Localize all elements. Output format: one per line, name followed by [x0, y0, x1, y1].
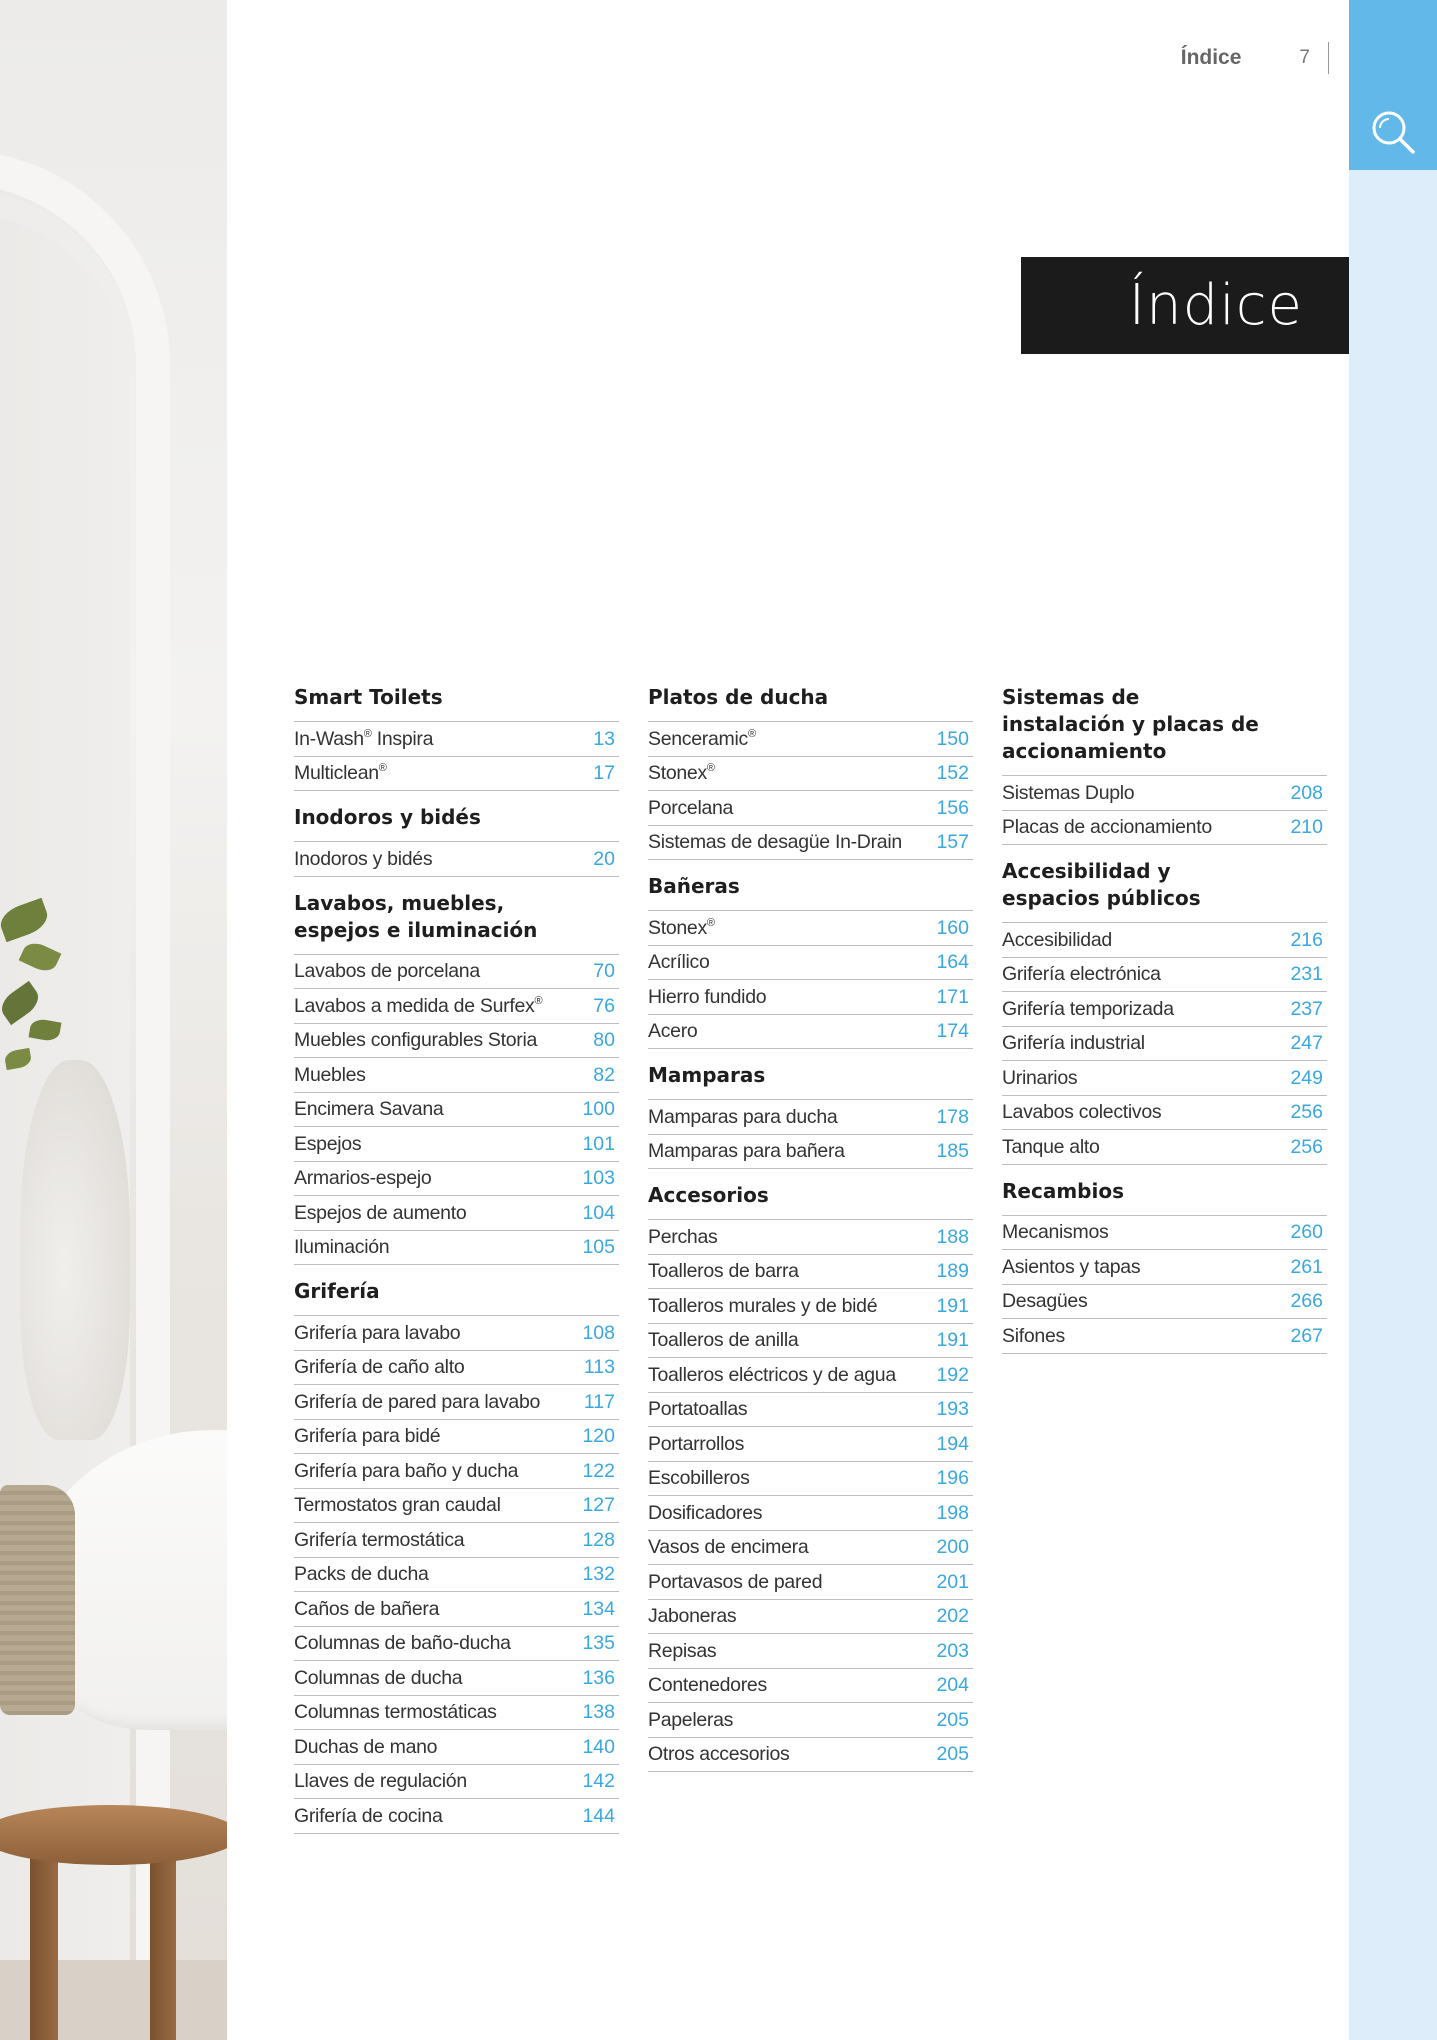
index-entry[interactable] [294, 1231, 619, 1266]
index-section [294, 804, 619, 877]
entry-page-number: 132 [582, 1563, 615, 1585]
index-column-3 [1002, 684, 1327, 1367]
entry-page-number: 188 [936, 1225, 969, 1248]
index-entry[interactable] [648, 1496, 973, 1531]
index-entry[interactable] [294, 722, 619, 757]
entry-page-number: 144 [582, 1804, 615, 1827]
index-entry[interactable] [648, 1324, 973, 1359]
entry-page-number: 201 [936, 1570, 969, 1593]
entry-label: Jaboneras [648, 1605, 737, 1627]
entry-label: Armarios-espejo [294, 1167, 432, 1189]
entry-page-number: 138 [582, 1701, 615, 1723]
entry-label: Accesibilidad [1002, 928, 1112, 951]
entry-page-number: 17 [593, 762, 615, 784]
section-title: Bañeras [648, 873, 973, 911]
index-entry[interactable] [648, 1600, 973, 1635]
entry-page-number: 70 [593, 960, 615, 982]
entry-page-number: 80 [593, 1029, 615, 1051]
index-section [1002, 1178, 1327, 1354]
section-title: Accesibilidad y espacios públicos [1002, 858, 1327, 923]
section-title: Platos de ducha [648, 684, 973, 722]
entry-page-number: 103 [582, 1167, 615, 1189]
index-entry[interactable] [294, 842, 619, 877]
entry-page-number: 202 [936, 1605, 969, 1627]
entry-label-text: In-Wash [294, 727, 364, 750]
entry-label: Vasos de encimera [648, 1536, 809, 1558]
entry-label: Grifería de caño alto [294, 1356, 465, 1378]
entry-page-number: 171 [936, 985, 969, 1008]
entry-page-number: 113 [583, 1356, 615, 1378]
index-entry[interactable] [294, 1558, 619, 1593]
entry-label: Toalleros de anilla [648, 1329, 799, 1351]
entry-label: Inodoros y bidés [294, 847, 433, 870]
right-sidebar [1349, 0, 1437, 2040]
entry-page-number: 237 [1290, 997, 1323, 1020]
index-section [648, 684, 973, 860]
entry-page-number: 200 [936, 1536, 969, 1558]
index-entry[interactable] [294, 1024, 619, 1059]
index-section [648, 1062, 973, 1169]
entry-label: Toalleros de barra [648, 1260, 799, 1282]
index-entry[interactable] [294, 955, 619, 990]
entry-page-number: 20 [593, 847, 615, 870]
section-title: Mamparas [648, 1062, 973, 1100]
index-entry[interactable] [648, 1358, 973, 1393]
entry-page-number: 204 [936, 1674, 969, 1696]
entry-page-number: 185 [936, 1140, 969, 1162]
index-entry[interactable] [294, 1489, 619, 1524]
index-entry[interactable] [294, 1730, 619, 1765]
index-entry[interactable] [294, 757, 619, 792]
entry-page-number: 267 [1290, 1324, 1323, 1347]
entry-label: Hierro fundido [648, 985, 767, 1008]
index-entry[interactable] [648, 980, 973, 1015]
entry-page-number: 231 [1290, 963, 1323, 985]
entry-page-number: 150 [936, 727, 969, 750]
index-section [294, 684, 619, 791]
index-entry[interactable] [1002, 992, 1327, 1027]
entry-page-number: 120 [582, 1425, 615, 1447]
index-entry[interactable] [648, 722, 973, 757]
entry-label: Portatoallas [648, 1398, 748, 1420]
entry-page-number: 194 [936, 1432, 969, 1455]
index-entry[interactable] [648, 1393, 973, 1428]
entry-label: Grifería industrial [1002, 1032, 1145, 1054]
running-header [1181, 42, 1329, 74]
search-button[interactable] [1349, 0, 1437, 170]
entry-label: Sistemas Duplo [1002, 781, 1135, 804]
index-entry[interactable] [294, 1058, 619, 1093]
section-title: Lavabos, muebles, espejos e iluminación [294, 890, 619, 955]
section-title: Accesorios [648, 1182, 973, 1220]
entry-page-number: 105 [582, 1236, 615, 1258]
index-entry[interactable] [1002, 1096, 1327, 1131]
index-entry[interactable] [648, 1462, 973, 1497]
entry-label: Otros accesorios [648, 1743, 790, 1765]
entry-label: Duchas de mano [294, 1735, 438, 1758]
entry-label [648, 728, 756, 751]
entry-label: Toalleros murales y de bidé [648, 1294, 878, 1317]
index-entry[interactable] [294, 1196, 619, 1231]
entry-page-number: 108 [582, 1321, 615, 1344]
index-entry[interactable] [294, 1765, 619, 1800]
entry-label [294, 762, 387, 785]
index-entry[interactable] [294, 1420, 619, 1455]
entry-label [294, 728, 433, 751]
index-entry[interactable] [1002, 1027, 1327, 1062]
registered-mark: ® [747, 727, 756, 740]
entry-label: Mecanismos [1002, 1221, 1109, 1243]
search-icon [1369, 108, 1417, 156]
entry-label [294, 995, 542, 1018]
registered-mark: ® [378, 762, 387, 774]
entry-label: Grifería electrónica [1002, 963, 1161, 985]
entry-page-number: 178 [936, 1105, 969, 1128]
index-entry[interactable] [294, 1696, 619, 1731]
entry-page-number: 164 [936, 951, 969, 973]
entry-page-number: 196 [936, 1467, 969, 1489]
section-title: Sistemas de instalación y placas de accionamiento [1002, 684, 1327, 776]
entry-label: Perchas [648, 1225, 718, 1248]
index-entry[interactable] [648, 1669, 973, 1704]
index-entry[interactable] [294, 1351, 619, 1386]
entry-page-number: 247 [1290, 1032, 1323, 1054]
index-entry[interactable] [1002, 811, 1327, 846]
entry-label-text: Stonex [648, 916, 707, 939]
index-entry[interactable] [648, 946, 973, 981]
index-section [294, 890, 619, 1266]
entry-label: Mamparas para bañera [648, 1140, 845, 1162]
index-entry[interactable] [648, 1634, 973, 1669]
index-entry[interactable] [294, 1592, 619, 1627]
entry-label: Grifería temporizada [1002, 997, 1174, 1020]
index-entry[interactable] [648, 1100, 973, 1135]
entry-label: Grifería para baño y ducha [294, 1459, 519, 1482]
entry-page-number: 256 [1290, 1135, 1323, 1158]
entry-label: Caños de bañera [294, 1597, 440, 1620]
index-column-1 [294, 684, 619, 1847]
index-entry[interactable] [1002, 1130, 1327, 1165]
index-entry[interactable] [294, 1627, 619, 1662]
stool-leg [150, 1850, 176, 2040]
entry-label: Sistemas de desagüe In-Drain [648, 831, 902, 853]
index-entry[interactable] [648, 1531, 973, 1566]
header-divider [1328, 42, 1329, 74]
entry-label: Portavasos de pared [648, 1570, 823, 1593]
entry-label [648, 762, 715, 785]
registered-mark: ® [706, 916, 715, 929]
entry-page-number: 191 [936, 1329, 969, 1351]
index-entry[interactable] [1002, 1061, 1327, 1096]
index-entry[interactable] [294, 1162, 619, 1197]
page-number: 7 [1299, 47, 1310, 68]
entry-label: Toalleros eléctricos y de agua [648, 1363, 896, 1386]
entry-label: Acero [648, 1020, 698, 1042]
index-section [1002, 684, 1327, 845]
entry-label-text: Senceramic [648, 727, 748, 750]
entry-page-number: 100 [582, 1098, 615, 1120]
entry-label: Escobilleros [648, 1467, 750, 1489]
index-entry[interactable] [648, 826, 973, 861]
entry-label: Asientos y tapas [1002, 1255, 1141, 1278]
index-entry[interactable] [648, 1015, 973, 1050]
entry-page-number: 174 [936, 1020, 969, 1042]
entry-page-number: 134 [582, 1597, 615, 1620]
entry-label: Muebles configurables Storia [294, 1029, 538, 1051]
entry-label-text: Lavabos a medida de Surfex [294, 994, 535, 1017]
entry-label: Desagües [1002, 1290, 1088, 1312]
entry-page-number: 152 [936, 762, 969, 784]
entry-page-number: 208 [1290, 781, 1323, 804]
index-entry[interactable] [648, 1289, 973, 1324]
entry-page-number: 156 [936, 796, 969, 819]
entry-page-number: 117 [583, 1390, 615, 1413]
entry-page-number: 128 [582, 1528, 615, 1551]
index-entry[interactable] [294, 1093, 619, 1128]
index-entry[interactable] [1002, 923, 1327, 958]
index-entry[interactable] [1002, 958, 1327, 993]
bathroom-photo [0, 0, 227, 2040]
entry-label: Iluminación [294, 1236, 390, 1258]
entry-page-number: 13 [593, 727, 615, 750]
index-entry[interactable] [648, 1255, 973, 1290]
entry-label: Espejos de aumento [294, 1201, 467, 1224]
entry-label: Dosificadores [648, 1501, 763, 1524]
index-entry[interactable] [648, 1220, 973, 1255]
entry-label: Grifería termostática [294, 1528, 465, 1551]
entry-page-number: 191 [936, 1294, 969, 1317]
index-entry[interactable] [648, 1703, 973, 1738]
entry-page-number: 76 [593, 994, 615, 1017]
running-header-title: Índice [1180, 46, 1242, 69]
registered-mark: ® [534, 994, 543, 1007]
index-entry[interactable] [294, 1127, 619, 1162]
index-entry[interactable] [294, 1385, 619, 1420]
entry-label: Termostatos gran caudal [294, 1494, 501, 1516]
entry-page-number: 82 [593, 1063, 615, 1086]
entry-page-number: 142 [582, 1770, 615, 1792]
index-entry[interactable] [1002, 1250, 1327, 1285]
entry-label: Placas de accionamiento [1002, 816, 1212, 838]
entry-page-number: 127 [582, 1494, 615, 1516]
entry-label: Grifería de cocina [294, 1804, 443, 1827]
entry-page-number: 136 [582, 1666, 615, 1689]
entry-label: Grifería de pared para lavabo [294, 1390, 541, 1413]
entry-label: Encimera Savana [294, 1098, 444, 1120]
page-title: Índice [1021, 257, 1349, 354]
section-title: Recambios [1002, 1178, 1327, 1216]
entry-page-number: 266 [1290, 1290, 1323, 1312]
entry-label: Llaves de regulación [294, 1770, 467, 1792]
entry-page-number: 260 [1290, 1221, 1323, 1243]
entry-label: Urinarios [1002, 1066, 1078, 1089]
index-entry[interactable] [648, 1565, 973, 1600]
entry-label: Repisas [648, 1639, 717, 1662]
index-section [1002, 858, 1327, 1165]
entry-page-number: 256 [1290, 1101, 1323, 1123]
entry-page-number: 140 [582, 1735, 615, 1758]
index-entry[interactable] [294, 1523, 619, 1558]
index-entry[interactable] [294, 1799, 619, 1834]
entry-page-number: 135 [582, 1632, 615, 1654]
index-entry[interactable] [648, 791, 973, 826]
entry-label: Grifería para lavabo [294, 1321, 461, 1344]
registered-mark: ® [363, 727, 372, 740]
entry-label: Columnas de baño-ducha [294, 1632, 511, 1654]
index-entry[interactable] [648, 911, 973, 946]
index-entry[interactable] [648, 757, 973, 792]
entry-page-number: 157 [936, 831, 969, 853]
entry-page-number: 216 [1290, 928, 1323, 951]
entry-page-number: 249 [1290, 1066, 1323, 1089]
index-entry[interactable] [294, 1454, 619, 1489]
entry-label-text: Multiclean [294, 762, 379, 784]
entry-label: Sifones [1002, 1324, 1065, 1347]
entry-page-number: 205 [936, 1743, 969, 1765]
index-entry[interactable] [648, 1738, 973, 1773]
entry-label: Papeleras [648, 1708, 734, 1731]
wooden-stool [0, 1805, 227, 1865]
index-entry[interactable] [1002, 1216, 1327, 1251]
entry-label: Grifería para bidé [294, 1425, 441, 1447]
vase [20, 1060, 130, 1440]
index-entry[interactable] [294, 1661, 619, 1696]
entry-label: Porcelana [648, 796, 734, 819]
entry-label: Columnas termostáticas [294, 1701, 497, 1723]
index-section [648, 873, 973, 1049]
index-entry[interactable] [1002, 1319, 1327, 1354]
entry-page-number: 104 [582, 1201, 615, 1224]
registered-mark: ® [706, 762, 715, 774]
entry-page-number: 203 [936, 1639, 969, 1662]
entry-label-suffix: Inspira [371, 727, 434, 750]
index-column-2 [648, 684, 973, 1785]
index-section [648, 1182, 973, 1772]
entry-label: Tanque alto [1002, 1135, 1100, 1158]
index-entry[interactable] [1002, 776, 1327, 811]
section-title: Inodoros y bidés [294, 804, 619, 842]
index-entry[interactable] [648, 1427, 973, 1462]
entry-page-number: 189 [936, 1260, 969, 1282]
entry-label: Muebles [294, 1063, 366, 1086]
entry-label [648, 917, 715, 940]
entry-page-number: 101 [582, 1132, 615, 1155]
entry-label: Acrílico [648, 951, 710, 973]
entry-page-number: 261 [1290, 1255, 1323, 1278]
index-entry[interactable] [294, 989, 619, 1024]
entry-page-number: 192 [936, 1363, 969, 1386]
entry-label: Contenedores [648, 1674, 767, 1696]
entry-page-number: 210 [1290, 816, 1323, 838]
entry-label: Packs de ducha [294, 1563, 429, 1585]
index-section [294, 1278, 619, 1834]
towel [0, 1485, 75, 1715]
entry-label: Columnas de ducha [294, 1666, 463, 1689]
entry-page-number: 198 [936, 1501, 969, 1524]
entry-page-number: 205 [936, 1708, 969, 1731]
index-entry[interactable] [648, 1135, 973, 1170]
entry-page-number: 193 [936, 1398, 969, 1420]
entry-page-number: 160 [936, 916, 969, 939]
index-entry[interactable] [294, 1316, 619, 1351]
entry-label: Lavabos colectivos [1002, 1101, 1162, 1123]
entry-label: Espejos [294, 1132, 362, 1155]
section-title: Smart Toilets [294, 684, 619, 722]
entry-label-text: Stonex [648, 762, 707, 784]
entry-label: Portarrollos [648, 1432, 745, 1455]
stool-leg [30, 1850, 58, 2040]
entry-label: Lavabos de porcelana [294, 960, 480, 982]
entry-label: Mamparas para ducha [648, 1105, 838, 1128]
index-entry[interactable] [1002, 1285, 1327, 1320]
section-title: Grifería [294, 1278, 619, 1316]
entry-page-number: 122 [582, 1459, 615, 1482]
